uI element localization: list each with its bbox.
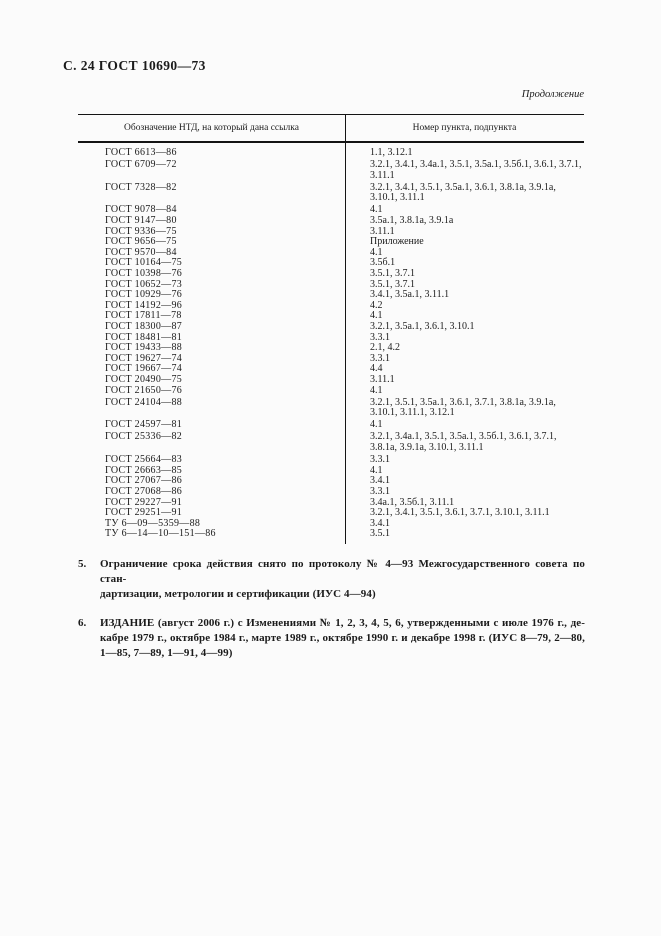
ntd-designation-cell: ТУ 6—09—5359—88: [105, 517, 201, 529]
continuation-label: Продолжение: [521, 89, 584, 100]
ntd-designation-cell: ГОСТ 6613—86: [105, 147, 177, 158]
ntd-designation-cell: ГОСТ 19627—74: [105, 352, 183, 364]
table-body: [78, 143, 584, 544]
clause-numbers-cell: 4.1: [370, 419, 383, 431]
table-row: [78, 420, 584, 431]
notes-list: [78, 557, 585, 675]
table-row: [78, 487, 584, 498]
clause-numbers-cell: 3.2.1, 3.4.1, 3.5.1, 3.6.1, 3.7.1, 3.10.1, 3.11.1: [370, 507, 550, 519]
clause-numbers-cell: 4.2: [370, 299, 383, 311]
table-row: [78, 432, 584, 453]
clause-numbers-cell: 1.1, 3.12.1: [370, 147, 413, 158]
table-row: [78, 148, 584, 159]
clause-numbers-cell: 4.1: [370, 464, 383, 476]
ntd-designation-cell: ГОСТ 9570—84: [105, 246, 177, 258]
ntd-designation-cell: ГОСТ 9147—80: [105, 215, 177, 227]
note-number: 6.: [78, 617, 87, 629]
ntd-designation-cell: ГОСТ 10929—76: [105, 289, 183, 301]
ntd-designation-cell: ГОСТ 10652—73: [105, 278, 183, 290]
table-row: [78, 183, 584, 204]
clause-numbers-cell: 4.1: [370, 246, 383, 258]
ntd-designation-cell: ГОСТ 27067—86: [105, 475, 183, 487]
clause-numbers-cell: 3.11.1: [370, 225, 395, 237]
ntd-designation-cell: ГОСТ 29227—91: [105, 496, 183, 508]
clause-numbers-cell: 3.3.1: [370, 454, 390, 466]
clause-numbers-cell: 3.4.1, 3.5а.1, 3.11.1: [370, 289, 450, 301]
ntd-designation-cell: ГОСТ 27068—86: [105, 485, 183, 497]
page-header-title: С. 24 ГОСТ 10690—73: [63, 58, 206, 73]
ntd-designation-cell: ГОСТ 29251—91: [105, 507, 183, 519]
clause-numbers-cell: 3.5.1: [370, 528, 390, 540]
note-item: [78, 616, 585, 661]
clause-numbers-cell: 3.3.1: [370, 331, 390, 343]
ntd-designation-cell: ГОСТ 25664—83: [105, 454, 183, 466]
clause-numbers-cell: 3.5.1, 3.7.1: [370, 278, 415, 290]
clause-numbers-cell: 3.2.1, 3.4а.1, 3.5.1, 3.5а.1, 3.5б.1, 3.6.1, 3.7.1, 3.8.1а, 3.9.1а, 3.10.1, 3.11.1: [370, 431, 557, 454]
ntd-designation-cell: ГОСТ 20490—75: [105, 373, 183, 385]
table-row: [78, 398, 584, 419]
ntd-designation-cell: ГОСТ 10398—76: [105, 268, 183, 280]
ntd-designation-cell: ГОСТ 24104—88: [105, 396, 183, 408]
ntd-designation-cell: ГОСТ 19433—88: [105, 342, 183, 354]
ntd-designation-cell: ГОСТ 10164—75: [105, 257, 183, 269]
clause-numbers-cell: 3.3.1: [370, 352, 390, 364]
table-row: [78, 322, 584, 333]
ntd-designation-cell: ГОСТ 18481—81: [105, 331, 183, 343]
clause-numbers-cell: 4.4: [370, 363, 383, 375]
note-item: [78, 557, 585, 602]
ntd-designation-cell: ГОСТ 24597—81: [105, 419, 183, 431]
clause-numbers-cell: 3.11.1: [370, 373, 395, 385]
table-row: [78, 386, 584, 397]
ntd-designation-cell: ГОСТ 6709—72: [105, 159, 177, 171]
table-row: [78, 529, 584, 540]
clause-numbers-cell: 3.2.1, 3.4.1, 3.5.1, 3.5а.1, 3.6.1, 3.8.1а, 3.9.1а, 3.10.1, 3.11.1: [370, 181, 556, 204]
references-table: [78, 114, 584, 544]
clause-numbers-cell: 3.4.1: [370, 475, 390, 487]
clause-numbers-cell: Приложение: [370, 236, 424, 248]
table-header-row: [78, 115, 584, 143]
clause-numbers-cell: 3.2.1, 3.5а.1, 3.6.1, 3.10.1: [370, 321, 475, 332]
note-number: 5.: [78, 558, 87, 570]
table-row: [78, 375, 584, 386]
clause-numbers-cell: 3.5а.1, 3.8.1а, 3.9.1а: [370, 215, 454, 227]
ntd-designation-cell: ТУ 6—14—10—151—86: [105, 528, 216, 540]
clause-numbers-cell: 4.1: [370, 310, 383, 322]
clause-numbers-cell: 3.3.1: [370, 485, 390, 497]
ntd-designation-cell: ГОСТ 26663—85: [105, 464, 183, 476]
ntd-designation-cell: ГОСТ 21650—76: [105, 384, 183, 396]
ntd-designation-cell: ГОСТ 14192—96: [105, 299, 183, 311]
clause-numbers-cell: 3.5.1, 3.7.1: [370, 268, 415, 280]
column-divider-rule: [345, 115, 346, 544]
clause-numbers-cell: 3.4.1: [370, 517, 390, 529]
note-text: ИЗДАНИЕ (август 2006 г.) с Изменениями № 1, 2, 3, 4, 5, 6, утвержденными с июле 1976 г., де- кабре 1979 г., октябре 1984 г., марте 1989 г., октябре 1990 г. и декабре 1998 г. (ИУС 8—79, 2—80, 1—85, 7—89, 1—91, 4—99): [100, 617, 585, 659]
clause-numbers-cell: 4.1: [370, 204, 383, 216]
table-row: [78, 160, 584, 181]
ntd-designation-cell: ГОСТ 9656—75: [105, 236, 177, 248]
note-text: Ограничение срока действия снято по протоколу № 4—93 Межгосударственного совета по стан- дартизации, метрологии и сертификации (ИУС 4—94): [100, 558, 585, 600]
clause-numbers-cell: 4.1: [370, 384, 383, 396]
ntd-designation-cell: ГОСТ 19667—74: [105, 363, 183, 375]
ntd-designation-cell: ГОСТ 18300—87: [105, 321, 183, 332]
ntd-designation-cell: ГОСТ 7328—82: [105, 181, 177, 193]
clause-numbers-cell: 2.1, 4.2: [370, 342, 400, 354]
column-header-clause-number: Номер пункта, подпункта: [412, 123, 517, 133]
ntd-designation-cell: ГОСТ 17811—78: [105, 310, 182, 322]
clause-numbers-cell: 3.5б.1: [370, 257, 396, 269]
clause-numbers-cell: 3.4а.1, 3.5б.1, 3.11.1: [370, 496, 455, 508]
ntd-designation-cell: ГОСТ 9336—75: [105, 225, 177, 237]
ntd-designation-cell: ГОСТ 25336—82: [105, 431, 183, 443]
ntd-designation-cell: ГОСТ 9078—84: [105, 204, 177, 216]
column-header-ntd-designation: Обозначение НТД, на который дана ссылка: [124, 123, 299, 133]
clause-numbers-cell: 3.2.1, 3.4.1, 3.4а.1, 3.5.1, 3.5а.1, 3.5б.1, 3.6.1, 3.7.1, 3.11.1: [370, 159, 582, 181]
clause-numbers-cell: 3.2.1, 3.5.1, 3.5а.1, 3.6.1, 3.7.1, 3.8.1а, 3.9.1а, 3.10.1, 3.11.1, 3.12.1: [370, 396, 556, 419]
